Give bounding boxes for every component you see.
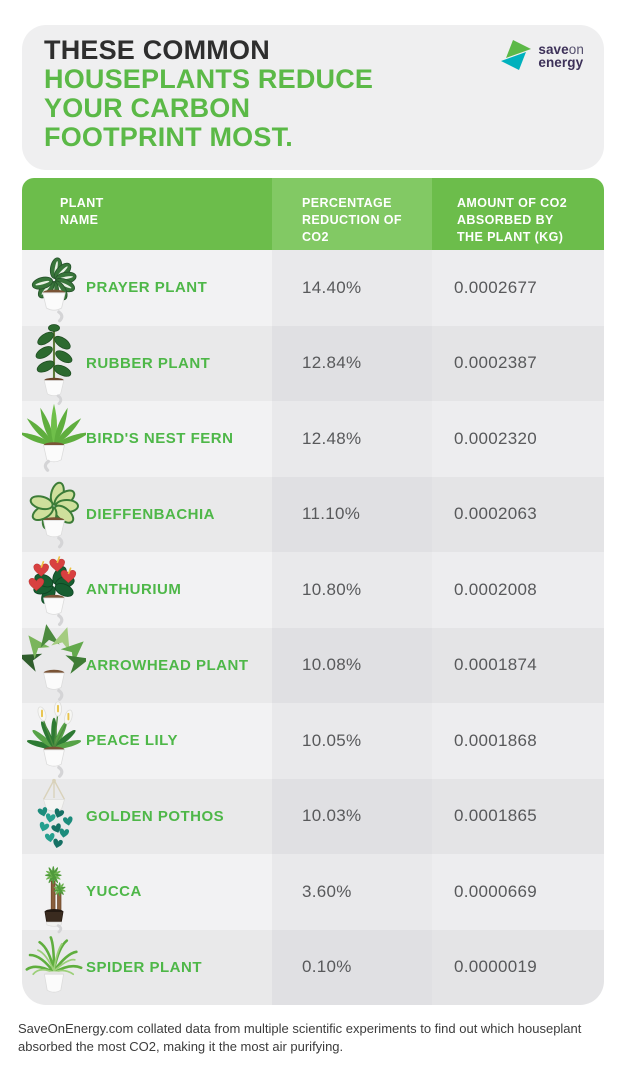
title-line-green-3: FOOTPRINT MOST.: [44, 122, 293, 152]
amount-value: 0.0000019: [454, 957, 538, 977]
anthurium-icon: [22, 548, 86, 632]
amount-value: 0.0000669: [454, 881, 538, 901]
plant-name: YUCCA: [86, 883, 142, 901]
pct-value: 11.10%: [302, 504, 361, 524]
table-row: [22, 854, 604, 930]
amount-value: 0.0002320: [454, 428, 538, 448]
plants-table: [22, 178, 604, 1005]
plant-name: RUBBER PLANT: [86, 354, 211, 372]
table-row: [22, 326, 604, 402]
column-header-percentage-reduction: PERCENTAGE REDUCTION OF CO2: [272, 178, 432, 250]
pct-value: 3.60%: [302, 881, 352, 901]
pct-value: 10.08%: [302, 655, 362, 675]
title-line-green-2: YOUR CARBON: [44, 93, 251, 123]
plant-name: GOLDEN POTHOS: [86, 807, 225, 825]
plant-name: BIRD'S NEST FERN: [86, 430, 234, 448]
birds-nest-fern-icon: [22, 397, 86, 481]
plant-name: SPIDER PLANT: [86, 958, 203, 976]
plant-name: ANTHURIUM: [86, 581, 182, 599]
plant-name: DIEFFENBACHIA: [86, 505, 215, 523]
amount-value: 0.0001865: [454, 806, 538, 826]
amount-value: 0.0001868: [454, 730, 538, 750]
header-card: [22, 25, 604, 170]
table-row: [22, 477, 604, 553]
pct-value: 10.05%: [302, 730, 362, 750]
dieffenbachia-icon: [22, 472, 86, 556]
table-row: [22, 930, 604, 1006]
table-row: [22, 779, 604, 855]
logo-text: [538, 43, 584, 69]
pct-value: 12.48%: [302, 428, 362, 448]
title-line-green-1: HOUSEPLANTS REDUCE: [44, 64, 374, 94]
pct-value: 10.03%: [302, 806, 362, 826]
title-line-black: THESE COMMON: [44, 35, 270, 65]
table-row: [22, 552, 604, 628]
plant-name: ARROWHEAD PLANT: [86, 656, 249, 674]
source-note: SaveOnEnergy.com collated data from multiple scientific experiments to find out which houseplant absorbed the most CO2, making it the most air purifying.: [18, 1021, 582, 1054]
amount-value: 0.0001874: [454, 655, 538, 675]
logo-on: on: [568, 42, 584, 57]
plant-name: PEACE LILY: [86, 732, 178, 750]
amount-value: 0.0002063: [454, 504, 538, 524]
pct-value: 12.84%: [302, 353, 362, 373]
lightning-bolt-icon: [498, 37, 534, 73]
saveonenergy-logo: [498, 35, 584, 73]
amount-value: 0.0002677: [454, 277, 538, 297]
logo-energy: energy: [538, 55, 584, 70]
table-header-row: [22, 178, 604, 250]
page-title: [44, 36, 373, 152]
spider-plant-icon: [22, 926, 86, 1005]
amount-value: 0.0002008: [454, 579, 538, 599]
plant-name: PRAYER PLANT: [86, 279, 208, 297]
logo-save: save: [538, 42, 569, 57]
table-row: [22, 250, 604, 326]
arrowhead-plant-icon: [22, 621, 86, 709]
table-row: [22, 628, 604, 704]
table-body: [22, 250, 604, 1005]
column-header-co2-absorbed: AMOUNT OF CO2 ABSORBED BY THE PLANT (KG): [432, 178, 604, 250]
pct-value: 0.10%: [302, 957, 352, 977]
pct-value: 10.80%: [302, 579, 362, 599]
table-row: [22, 401, 604, 477]
pct-value: 14.40%: [302, 277, 362, 297]
column-header-plant-name: PLANT NAME: [22, 178, 272, 250]
amount-value: 0.0002387: [454, 353, 538, 373]
table-row: [22, 703, 604, 779]
